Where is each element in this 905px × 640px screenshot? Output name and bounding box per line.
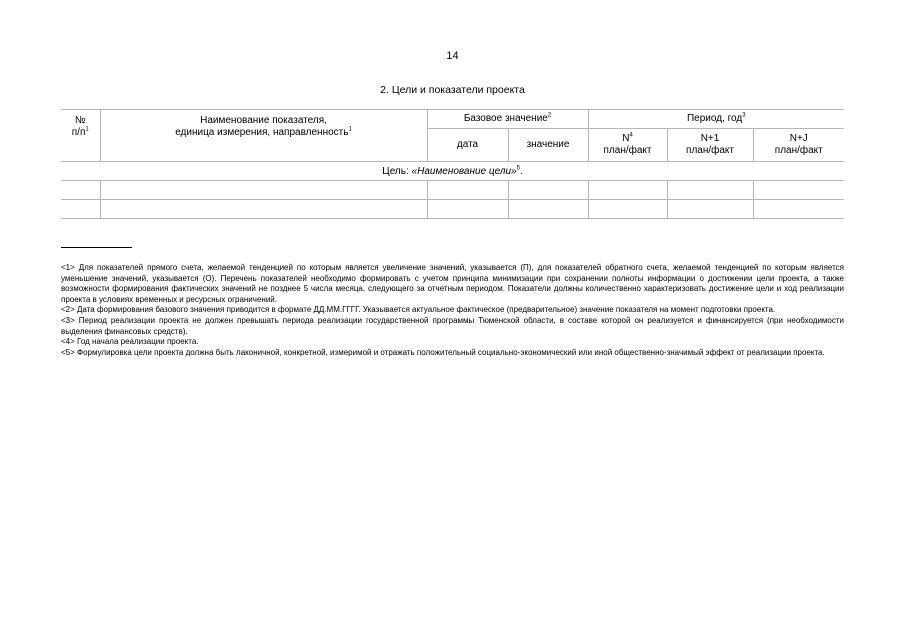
table-cell — [588, 181, 667, 200]
goal-name: «Наименование цели» — [411, 165, 517, 177]
header-period-label: Период, год — [686, 113, 743, 124]
header-indicator-name — [100, 110, 427, 162]
footnotes — [61, 263, 844, 358]
goal-row — [61, 162, 844, 181]
header-base-date: дата — [427, 129, 508, 162]
table-cell — [667, 200, 753, 219]
header-indicator-name-line2: единица измерения, направленность — [175, 127, 349, 138]
footnote-5: <5> Формулировка цели проекта должна быть лаконичной, конкретной, измеримой и отражать положительный социально-экономический или иной общественно-значимый эффект от реализации проекта. — [61, 347, 825, 357]
header-row-number — [61, 110, 100, 162]
table-cell — [588, 200, 667, 219]
footnote-ref: 3 — [742, 112, 746, 119]
header-period — [588, 110, 844, 129]
table-cell — [100, 200, 427, 219]
footnote-ref: 4 — [629, 132, 633, 139]
table-cell — [508, 181, 588, 200]
table-cell — [100, 181, 427, 200]
header-row-number-line2: п/п — [71, 127, 86, 138]
footnote-1: <1> Для показателей прямого счета, желаемой тенденцией по которым является увеличение значений, указывается (П), для показателей обратного счета, желаемой тенденцией по которым является уменьшение значений, указывается (О). Перечень показателей необходимо формировать с учетом принципа минимизации при сохранении полноты информации о достижении цели проекта, а также возможности формирования фактических значений не позднее 5 числа месяца, следующего за отчетным периодом. Показатели должны количественно характеризовать достижение цели и ход реализации проекта в условиях временных и ресурсных ограничений. — [61, 263, 844, 304]
header-base-value-label: Базовое значение — [463, 113, 548, 124]
header-indicator-name-line1: Наименование показателя, — [200, 115, 327, 126]
table-cell — [427, 200, 508, 219]
footnote-2: <2> Дата формирования базового значения приводится в формате ДД.ММ.ГГГГ. Указывается актуальное фактическое (предварительное) значение показателя на момент подготовки проекта. — [61, 305, 776, 315]
section-title: 2. Цели и показатели проекта — [380, 84, 525, 96]
table-cell — [508, 200, 588, 219]
goal-prefix: Цель: — [382, 165, 412, 177]
footnote-ref: 5 — [516, 165, 520, 172]
header-period-n1 — [667, 129, 753, 162]
goal-suffix: . — [519, 165, 523, 177]
header-row-number-line1: № — [74, 115, 86, 126]
table-cell — [61, 181, 100, 200]
table-row — [61, 181, 844, 200]
header-period-n-bottom: план/факт — [603, 145, 652, 156]
header-period-nj-bottom: план/факт — [774, 145, 823, 156]
table-cell — [753, 200, 844, 219]
footnote-4: <4> Год начала реализации проекта. — [61, 337, 199, 347]
footnote-3: <3> Период реализации проекта не должен превышать периода реализации государственной программы Тюменской области, в составе которой он реализуется и финансируется (при необходимости выделения финансовых средств). — [61, 315, 844, 336]
header-period-n1-top: N+1 — [700, 133, 720, 144]
page-number: 14 — [446, 50, 459, 62]
header-period-nj-top: N+J — [789, 133, 808, 144]
footnote-ref: 2 — [547, 112, 552, 119]
header-period-n — [588, 129, 667, 162]
footnote-separator — [61, 247, 132, 248]
table-cell — [753, 181, 844, 200]
header-base-value — [427, 110, 588, 129]
table-cell — [427, 181, 508, 200]
header-base-value-sub: значение — [508, 129, 588, 162]
indicators-table — [61, 109, 844, 219]
table-cell — [667, 181, 753, 200]
header-period-n-top: N — [622, 133, 630, 144]
footnote-ref: 1 — [348, 126, 352, 133]
header-period-nj — [753, 129, 844, 162]
table-row — [61, 200, 844, 219]
header-period-n1-bottom: план/факт — [686, 145, 734, 156]
footnote-ref: 1 — [85, 126, 89, 133]
table-cell — [61, 200, 100, 219]
